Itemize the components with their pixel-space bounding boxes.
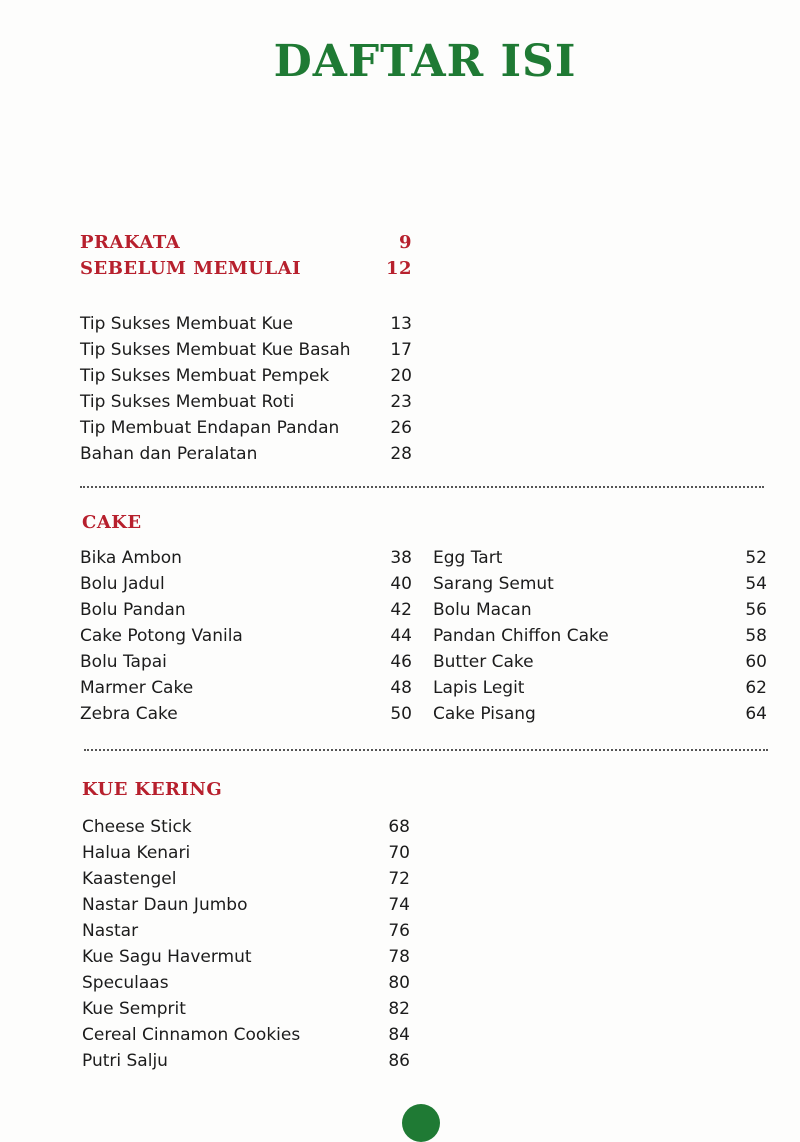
toc-entry-page: 46 xyxy=(390,652,412,672)
toc-entry-label: Bolu Jadul xyxy=(80,574,165,594)
toc-entry-page: 42 xyxy=(390,600,412,620)
toc-entry-label: Putri Salju xyxy=(82,1051,168,1071)
toc-entry-label: Zebra Cake xyxy=(80,704,178,724)
toc-entry-page: 60 xyxy=(745,652,767,672)
toc-entry[interactable] xyxy=(82,814,410,840)
toc-entry-page: 70 xyxy=(388,843,410,863)
toc-entry[interactable] xyxy=(80,675,412,701)
page-number-badge xyxy=(402,1104,440,1142)
toc-entry[interactable] xyxy=(82,840,410,866)
toc-entry-label: Bolu Macan xyxy=(433,600,532,620)
tips-list xyxy=(80,311,412,467)
toc-entry-label: Cereal Cinnamon Cookies xyxy=(82,1025,301,1045)
toc-entry-prakata[interactable] xyxy=(80,232,412,253)
toc-entry-page: 68 xyxy=(388,817,410,837)
toc-entry-page: 74 xyxy=(388,895,410,915)
toc-entry[interactable] xyxy=(433,675,767,701)
section-heading-kue-kering: KUE KERING xyxy=(82,779,223,800)
toc-entry[interactable] xyxy=(82,970,410,996)
toc-entry-label: PRAKATA xyxy=(80,232,181,253)
toc-entry-label: Marmer Cake xyxy=(80,678,194,698)
toc-entry[interactable] xyxy=(82,944,410,970)
toc-entry-page: 20 xyxy=(390,366,412,386)
toc-entry-page: 82 xyxy=(388,999,410,1019)
page-title: DAFTAR ISI xyxy=(273,36,577,87)
toc-entry-label: Bolu Pandan xyxy=(80,600,186,620)
toc-entry[interactable] xyxy=(80,337,412,363)
toc-entry-label: Butter Cake xyxy=(433,652,534,672)
toc-entry[interactable] xyxy=(82,1048,410,1074)
toc-entry-label: Tip Sukses Membuat Kue Basah xyxy=(80,340,351,360)
toc-entry-page: 9 xyxy=(398,232,412,253)
toc-entry-page: 80 xyxy=(388,973,410,993)
toc-entry-label: Bahan dan Peralatan xyxy=(80,444,258,464)
toc-entry-page: 28 xyxy=(390,444,412,464)
toc-entry-page: 84 xyxy=(388,1025,410,1045)
toc-entry-page: 64 xyxy=(745,704,767,724)
toc-entry[interactable] xyxy=(80,441,412,467)
toc-entry-page: 54 xyxy=(745,574,767,594)
toc-entry[interactable] xyxy=(82,1022,410,1048)
toc-entry[interactable] xyxy=(82,866,410,892)
toc-entry[interactable] xyxy=(80,415,412,441)
toc-entry-sebelum-memulai[interactable] xyxy=(80,258,412,279)
section-divider xyxy=(80,486,764,488)
toc-entry-label: Tip Sukses Membuat Roti xyxy=(80,392,295,412)
toc-entry[interactable] xyxy=(80,649,412,675)
toc-entry-page: 44 xyxy=(390,626,412,646)
toc-entry-page: 12 xyxy=(385,258,412,279)
toc-entry-page: 76 xyxy=(388,921,410,941)
toc-entry-page: 23 xyxy=(390,392,412,412)
toc-entry-page: 50 xyxy=(390,704,412,724)
toc-entry[interactable] xyxy=(80,623,412,649)
toc-entry[interactable] xyxy=(80,363,412,389)
toc-entry-label: Speculaas xyxy=(82,973,169,993)
toc-entry-label: Egg Tart xyxy=(433,548,503,568)
toc-entry-label: Nastar xyxy=(82,921,139,941)
toc-entry-label: Nastar Daun Jumbo xyxy=(82,895,248,915)
toc-entry[interactable] xyxy=(82,892,410,918)
toc-entry[interactable] xyxy=(80,597,412,623)
toc-entry-label: Tip Membuat Endapan Pandan xyxy=(80,418,340,438)
toc-entry-label: Tip Sukses Membuat Pempek xyxy=(80,366,330,386)
toc-entry[interactable] xyxy=(82,918,410,944)
cake-list-right xyxy=(433,545,767,727)
toc-entry-label: Cake Potong Vanila xyxy=(80,626,243,646)
toc-entry-label: Sarang Semut xyxy=(433,574,554,594)
toc-entry-page: 86 xyxy=(388,1051,410,1071)
toc-entry-page: 56 xyxy=(745,600,767,620)
toc-entry-label: Bolu Tapai xyxy=(80,652,167,672)
toc-entry-label: Bika Ambon xyxy=(80,548,182,568)
toc-entry-page: 52 xyxy=(745,548,767,568)
toc-entry-label: Kaastengel xyxy=(82,869,177,889)
toc-entry-page: 40 xyxy=(390,574,412,594)
toc-entry-label: Lapis Legit xyxy=(433,678,525,698)
section-divider xyxy=(84,749,768,751)
toc-entry-page: 62 xyxy=(745,678,767,698)
toc-entry-label: Halua Kenari xyxy=(82,843,191,863)
toc-entry-page: 38 xyxy=(390,548,412,568)
toc-entry-page: 26 xyxy=(390,418,412,438)
toc-entry[interactable] xyxy=(433,701,767,727)
toc-entry-page: 17 xyxy=(390,340,412,360)
toc-entry[interactable] xyxy=(433,571,767,597)
toc-entry-page: 13 xyxy=(390,314,412,334)
toc-entry[interactable] xyxy=(433,623,767,649)
toc-entry-label: Cheese Stick xyxy=(82,817,192,837)
toc-entry-page: 58 xyxy=(745,626,767,646)
toc-entry-page: 48 xyxy=(390,678,412,698)
toc-entry-label: SEBELUM MEMULAI xyxy=(80,258,302,279)
toc-entry[interactable] xyxy=(80,311,412,337)
toc-entry[interactable] xyxy=(433,649,767,675)
toc-entry-page: 72 xyxy=(388,869,410,889)
toc-entry-label: Pandan Chiffon Cake xyxy=(433,626,609,646)
toc-entry[interactable] xyxy=(433,597,767,623)
toc-entry[interactable] xyxy=(80,545,412,571)
toc-entry[interactable] xyxy=(433,545,767,571)
toc-entry-page: 78 xyxy=(388,947,410,967)
toc-entry[interactable] xyxy=(80,571,412,597)
toc-entry-label: Tip Sukses Membuat Kue xyxy=(80,314,294,334)
kue-kering-list xyxy=(82,814,410,1074)
toc-entry[interactable] xyxy=(80,701,412,727)
toc-entry-label: Kue Semprit xyxy=(82,999,186,1019)
cake-list-left xyxy=(80,545,412,727)
toc-entry[interactable] xyxy=(82,996,410,1022)
section-heading-cake: CAKE xyxy=(82,512,142,533)
toc-entry-label: Cake Pisang xyxy=(433,704,536,724)
toc-entry[interactable] xyxy=(80,389,412,415)
toc-entry-label: Kue Sagu Havermut xyxy=(82,947,252,967)
